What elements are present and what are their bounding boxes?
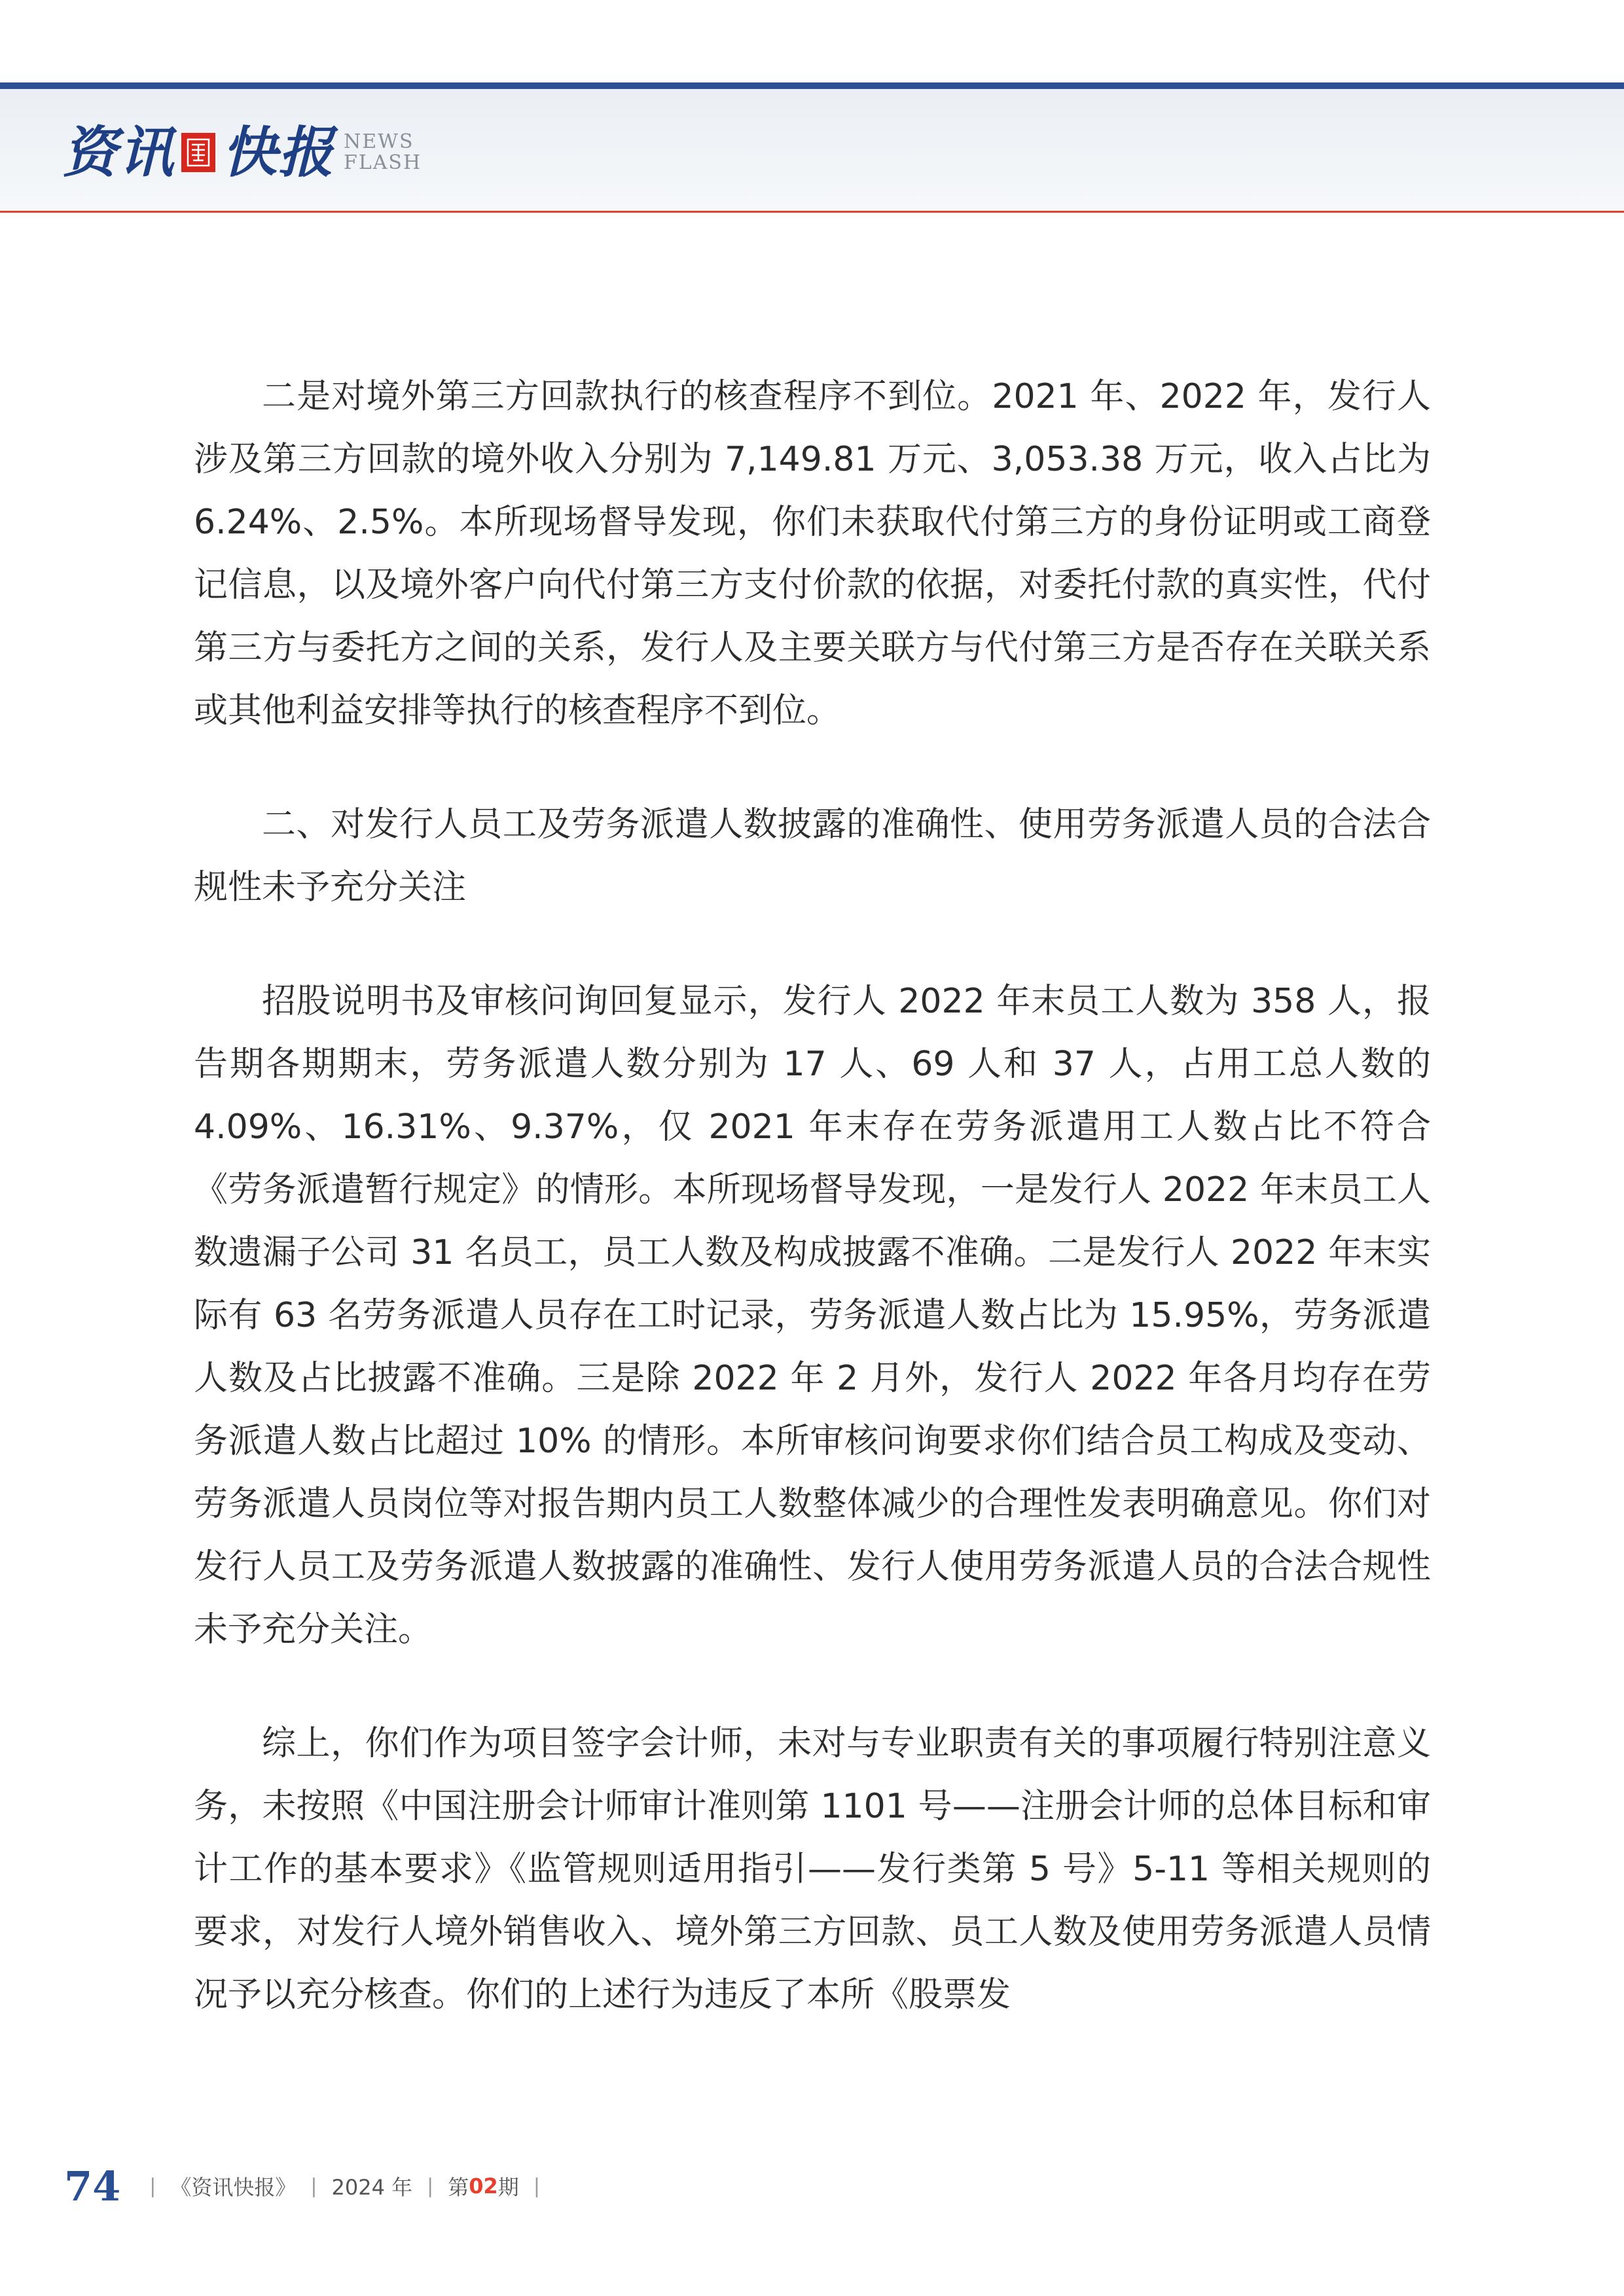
footer-separator: | (533, 2174, 540, 2198)
article-body (194, 365, 1431, 2077)
news-word: NEWS (344, 130, 414, 153)
issue-prefix: 第 (448, 2175, 469, 2200)
page-number: 74 (64, 2162, 121, 2210)
publication-year: 2024 年 (331, 2175, 413, 2200)
header-top-bar (0, 82, 1624, 89)
header-divider (0, 211, 1624, 213)
masthead-logo (62, 117, 422, 188)
logo-text-left: 资讯 (62, 120, 175, 185)
paragraph-summary: 综上，你们作为项目签字会计师，未对与专业职责有关的事项履行特别注意义务，未按照《中国注册会计师审计准则第 1101 号——注册会计师的总体目标和审计工作的基本要求》《监管规则适用指引——发行类第 5 号》5-11 等相关规则的要求，对发行人境外销售收入、境外第三方回款、员工人数及使用劳务派遣人员情况予以充分核查。你们的上述行为违反了本所《股票发 (194, 1724, 1431, 2015)
news-flash-label (344, 132, 422, 173)
issue-suffix: 期 (497, 2175, 519, 2200)
paragraph-labor-dispatch: 招股说明书及审核问询回复显示，发行人 2022 年末员工人数为 358 人，报告期各期期末，劳务派遣人数分别为 17 人、69 人和 37 人，占用工总人数的 4.09%、16.31%、9.37%，仅 2021 年末存在劳务派遣用工人数占比不符合《劳务派遣暂行规定》的情形。本所现场督导发现，一是发行人 2022 年末员工人数遗漏子公司 31 名员工，员工人数及构成披露不准确。二是发行人 2022 年末实际有 63 名劳务派遣人员存在工时记录，劳务派遣人数占比为 15.95%，劳务派遣人数及占比披露不准确。三是除 2022 年 2 月外，发行人 2022 年各月均存在劳务派遣人数占比超过 10% 的情形。本所审核问询要求你们结合员工构成及变动、劳务派遣人员岗位等对报告期内员工人数整体减少的合理性发表明确意见。你们对发行人员工及劳务派遣人数披露的准确性、发行人使用劳务派遣人员的合法合规性未予充分关注。 (194, 982, 1431, 1649)
issue-number: 02 (469, 2174, 498, 2198)
paragraph-overseas-payments: 二是对境外第三方回款执行的核查程序不到位。2021 年、2022 年，发行人涉及第三方回款的境外收入分别为 7,149.81 万元、3,053.38 万元，收入占比为 6.24%、2.5%。本所现场督导发现，你们未获取代付第三方的身份证明或工商登记信息，以及境外客户向代付第三方支付价款的依据，对委托付款的真实性，代付第三方与委托方之间的关系，发行人及主要关联方与代付第三方是否存在关联关系或其他利益安排等执行的核查程序不到位。 (194, 377, 1431, 730)
page-footer (64, 2160, 554, 2212)
footer-separator: | (149, 2174, 156, 2198)
section-heading-labor-dispatch: 二、对发行人员工及劳务派遣人数披露的准确性、使用劳务派遣人员的合法合规性未予充分关注 (194, 805, 1431, 907)
seal-icon (181, 133, 215, 172)
publication-name: 《资讯快报》 (170, 2175, 297, 2200)
footer-separator: | (310, 2174, 317, 2198)
logo-text-right: 快报 (222, 120, 335, 185)
flash-word: FLASH (344, 151, 422, 174)
footer-separator: | (427, 2174, 434, 2198)
